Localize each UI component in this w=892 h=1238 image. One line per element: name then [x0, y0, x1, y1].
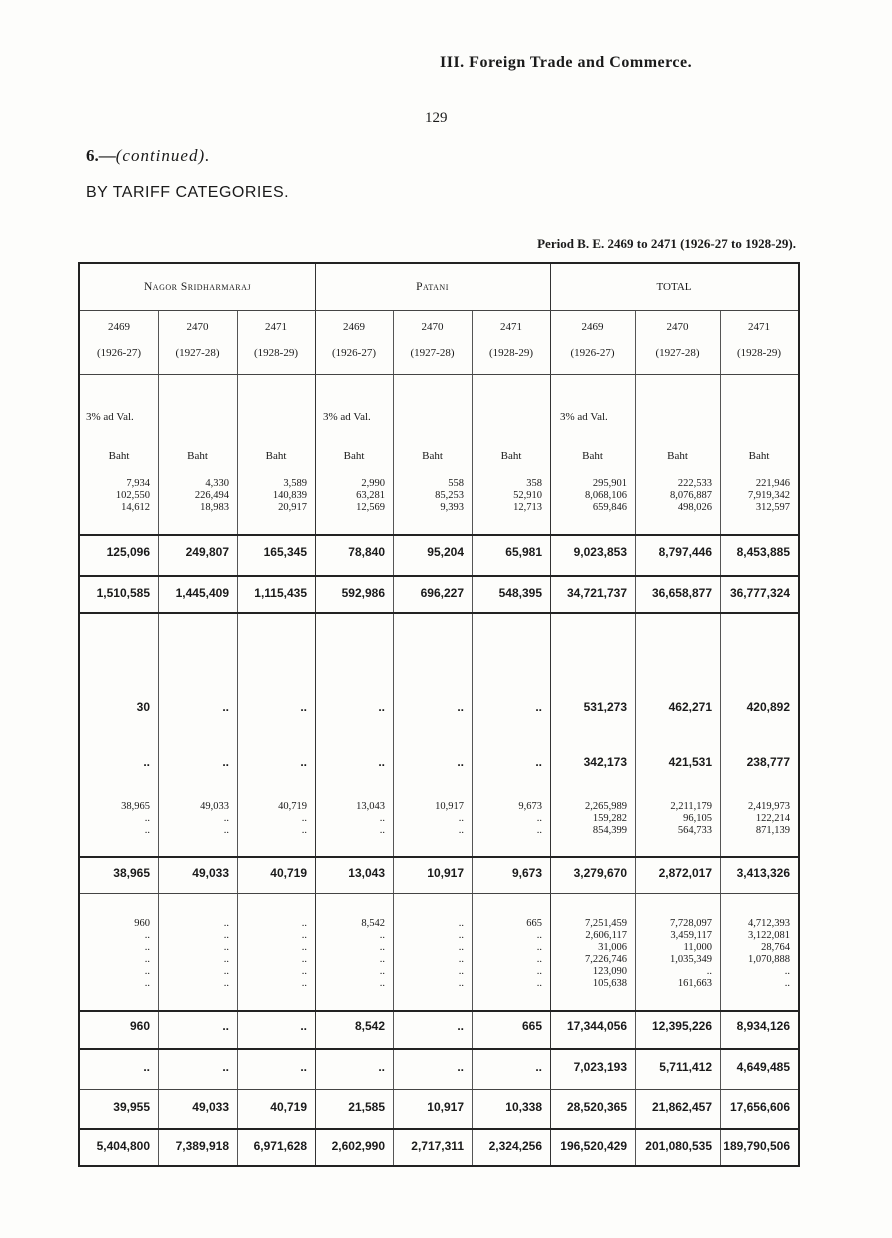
block3-cell: .. .. .. .. .. ..: [458, 918, 464, 989]
block2-cell: 2,211,179 96,105 564,733: [670, 801, 712, 836]
grand-total-cell: 201,080,535: [645, 1139, 712, 1153]
block2-cell: 9,673 .. ..: [518, 801, 542, 836]
subtotal-5-cell: 10,338: [505, 1100, 542, 1114]
subtotal-1-cell: 8,797,446: [658, 545, 712, 559]
subtotal-2-cell: 34,721,737: [566, 586, 627, 600]
subtotal-2-cell: 1,510,585: [96, 586, 150, 600]
year-header-ce: (1926-27): [332, 347, 376, 359]
row-c-cell: 5,711,412: [659, 1060, 712, 1074]
subtotal-4-cell: ..: [222, 1019, 229, 1033]
block2-cell: 38,965 .. ..: [121, 801, 150, 836]
subtotal-4-cell: ..: [300, 1019, 307, 1033]
group-header-total: TOTAL: [656, 281, 692, 293]
subtotal-1-cell: 8,453,885: [736, 545, 790, 559]
subtotal-5-cell: 28,520,365: [566, 1100, 627, 1114]
row-b-cell: ..: [378, 755, 385, 769]
row-c-cell: 4,649,485: [736, 1060, 790, 1074]
grand-total-cell: 189,790,506: [723, 1139, 790, 1153]
unit-label: Baht: [265, 450, 287, 462]
subtotal-5-cell: 21,862,457: [651, 1100, 712, 1114]
unit-label: Baht: [422, 450, 443, 462]
row-c-cell: ..: [143, 1060, 150, 1074]
row-b-cell: ..: [457, 755, 464, 769]
unit-label: Baht: [500, 450, 522, 462]
subtotal-1-cell: 249,807: [185, 545, 229, 559]
subtotal-3-cell: 38,965: [113, 866, 150, 880]
row-b-cell: 238,777: [746, 755, 790, 769]
unit-label: Baht: [748, 450, 770, 462]
block3-cell: 8,542 .. .. .. .. ..: [361, 918, 385, 989]
data-table: [78, 262, 800, 1167]
subtotal-1-cell: 65,981: [505, 545, 542, 559]
ad-val-label: 3% ad Val.: [560, 411, 608, 423]
subtotal-2-cell: 696,227: [420, 586, 464, 600]
continued-label: (continued).: [115, 146, 211, 165]
subtotal-3-cell: 3,413,326: [736, 866, 790, 880]
block1-cell: 295,901 8,068,106 659,846: [585, 478, 627, 513]
subtotal-2-cell: 1,445,409: [175, 586, 229, 600]
year-header-ce: (1926-27): [97, 347, 141, 359]
unit-label: Baht: [108, 450, 130, 462]
subtotal-2-cell: 36,658,877: [651, 586, 712, 600]
section-header: III. Foreign Trade and Commerce.: [440, 54, 693, 71]
block1-cell: 7,934 102,550 14,612: [115, 478, 150, 513]
row-c-cell: ..: [535, 1060, 542, 1074]
grand-total-cell: 2,717,311: [411, 1139, 464, 1153]
year-header-ce: (1928-29): [737, 347, 781, 359]
block3-cell: 7,728,097 3,459,117 11,000 1,035,349 .. 161,663: [670, 918, 712, 989]
year-header-be: 2469: [581, 321, 604, 333]
block2-cell: 2,419,973 122,214 871,139: [748, 801, 790, 836]
row-c-cell: ..: [457, 1060, 464, 1074]
year-header-ce: (1927-28): [175, 347, 220, 359]
block1-cell: 358 52,910 12,713: [513, 478, 542, 513]
subtotal-2-cell: 548,395: [498, 586, 542, 600]
block3-cell: .. .. .. .. .. ..: [223, 918, 229, 989]
year-header-be: 2469: [343, 321, 365, 333]
group-header-patani: Patani: [416, 281, 449, 293]
year-header-ce: (1928-29): [254, 347, 298, 359]
unit-label: Baht: [187, 450, 208, 462]
year-header-ce: (1928-29): [489, 347, 533, 359]
row-b-cell: ..: [300, 755, 307, 769]
block2-cell: 2,265,989 159,282 854,399: [585, 801, 627, 836]
subtotal-4-cell: 8,542: [354, 1019, 385, 1033]
unit-label: Baht: [667, 450, 688, 462]
unit-label: Baht: [343, 450, 365, 462]
subtotal-5-cell: 17,656,606: [729, 1100, 790, 1114]
grand-total-cell: 7,389,918: [175, 1139, 229, 1153]
subtotal-2-cell: 1,115,435: [254, 586, 307, 600]
block1-cell: 4,330 226,494 18,983: [194, 478, 229, 513]
subtotal-1-cell: 9,023,853: [573, 545, 627, 559]
block3-cell: 665 .. .. .. .. ..: [526, 918, 542, 989]
table-heading: [86, 146, 210, 166]
subtotal-3-cell: 10,917: [427, 866, 464, 880]
year-header-be: 2471: [500, 321, 522, 333]
period-label: Period B. E. 2469 to 2471 (1926-27 to 1928-29).: [537, 236, 796, 251]
group-header-nagor: Nagor Sridharmaraj: [143, 281, 252, 293]
block2-cell: 49,033 .. ..: [200, 801, 229, 836]
block1-cell: 221,946 7,919,342 312,597: [748, 478, 790, 513]
grand-total-cell: 196,520,429: [560, 1139, 627, 1153]
subtotal-4-cell: 8,934,126: [736, 1019, 790, 1033]
row-b-cell: ..: [535, 755, 542, 769]
block2-cell: 40,719 .. ..: [278, 801, 307, 836]
row-a-cell: ..: [535, 700, 542, 714]
grand-total-cell: 2,324,256: [488, 1139, 542, 1153]
subtotal-5-cell: 40,719: [270, 1100, 307, 1114]
row-c-cell: 7,023,193: [573, 1060, 627, 1074]
row-a-cell: ..: [222, 700, 229, 714]
subtotal-3-cell: 3,279,670: [573, 866, 627, 880]
row-c-cell: ..: [378, 1060, 385, 1074]
row-b-cell: 421,531: [668, 755, 712, 769]
subtotal-5-cell: 39,955: [113, 1100, 150, 1114]
subtotal-1-cell: 95,204: [427, 545, 464, 559]
subtotal-1-cell: 78,840: [348, 545, 385, 559]
subtotal-5-cell: 21,585: [348, 1100, 385, 1114]
subtotal-3-cell: 49,033: [192, 866, 229, 880]
subtotal-4-cell: ..: [457, 1019, 464, 1033]
block1-cell: 3,589 140,839 20,917: [272, 478, 307, 513]
row-c-cell: ..: [222, 1060, 229, 1074]
year-header-be: 2471: [748, 321, 770, 333]
subtotal-1-cell: 165,345: [263, 545, 307, 559]
table-subtitle: BY TARIFF CATEGORIES.: [86, 184, 290, 201]
page-number: 129: [425, 110, 448, 126]
row-b-cell: ..: [143, 755, 150, 769]
subtotal-3-cell: 9,673: [511, 866, 542, 880]
block1-cell: 558 85,253 9,393: [435, 478, 464, 513]
subtotal-4-cell: 665: [521, 1019, 542, 1033]
row-b-cell: 342,173: [583, 755, 627, 769]
year-header-ce: (1927-28): [410, 347, 455, 359]
ad-val-label: 3% ad Val.: [323, 411, 371, 423]
grand-total-cell: 2,602,990: [331, 1139, 385, 1153]
year-header-be: 2469: [108, 321, 130, 333]
grand-total-cell: 6,971,628: [253, 1139, 307, 1153]
block3-cell: 960 .. .. .. .. ..: [134, 918, 150, 989]
subtotal-3-cell: 2,872,017: [658, 866, 712, 880]
row-c-cell: ..: [300, 1060, 307, 1074]
subtotal-3-cell: 13,043: [348, 866, 385, 880]
grand-total-cell: 5,404,800: [96, 1139, 150, 1153]
year-header-be: 2470: [421, 321, 444, 333]
ad-val-label: 3% ad Val.: [86, 411, 134, 423]
subtotal-4-cell: 12,395,226: [651, 1019, 712, 1033]
unit-label: Baht: [582, 450, 603, 462]
block3-cell: 4,712,393 3,122,081 28,764 1,070,888 .. ..: [748, 918, 790, 989]
row-a-cell: 420,892: [746, 700, 790, 714]
year-header-be: 2470: [666, 321, 689, 333]
subtotal-1-cell: 125,096: [106, 545, 150, 559]
subtotal-5-cell: 10,917: [427, 1100, 464, 1114]
subtotal-3-cell: 40,719: [270, 866, 307, 880]
block2-cell: 13,043 .. ..: [356, 801, 385, 836]
subtotal-4-cell: 960: [129, 1019, 150, 1033]
row-b-cell: ..: [222, 755, 229, 769]
subtotal-4-cell: 17,344,056: [566, 1019, 627, 1033]
block1-cell: 222,533 8,076,887 498,026: [670, 478, 712, 513]
subtotal-2-cell: 36,777,324: [729, 586, 790, 600]
year-header-ce: (1926-27): [570, 347, 615, 359]
block3-cell: .. .. .. .. .. ..: [301, 918, 307, 989]
block1-cell: 2,990 63,281 12,569: [356, 478, 385, 513]
year-header-ce: (1927-28): [655, 347, 700, 359]
row-a-cell: ..: [378, 700, 385, 714]
row-a-cell: 30: [136, 700, 150, 714]
block3-cell: 7,251,459 2,606,117 31,006 7,226,746 123,090 105,638: [585, 918, 627, 989]
year-header-be: 2471: [265, 321, 287, 333]
year-header-be: 2470: [186, 321, 209, 333]
row-a-cell: 531,273: [583, 700, 627, 714]
row-a-cell: ..: [457, 700, 464, 714]
subtotal-5-cell: 49,033: [192, 1100, 229, 1114]
subtotal-2-cell: 592,986: [341, 586, 385, 600]
block2-cell: 10,917 .. ..: [435, 801, 464, 836]
table-number: 6.—: [86, 146, 116, 165]
row-a-cell: ..: [300, 700, 307, 714]
row-a-cell: 462,271: [668, 700, 712, 714]
